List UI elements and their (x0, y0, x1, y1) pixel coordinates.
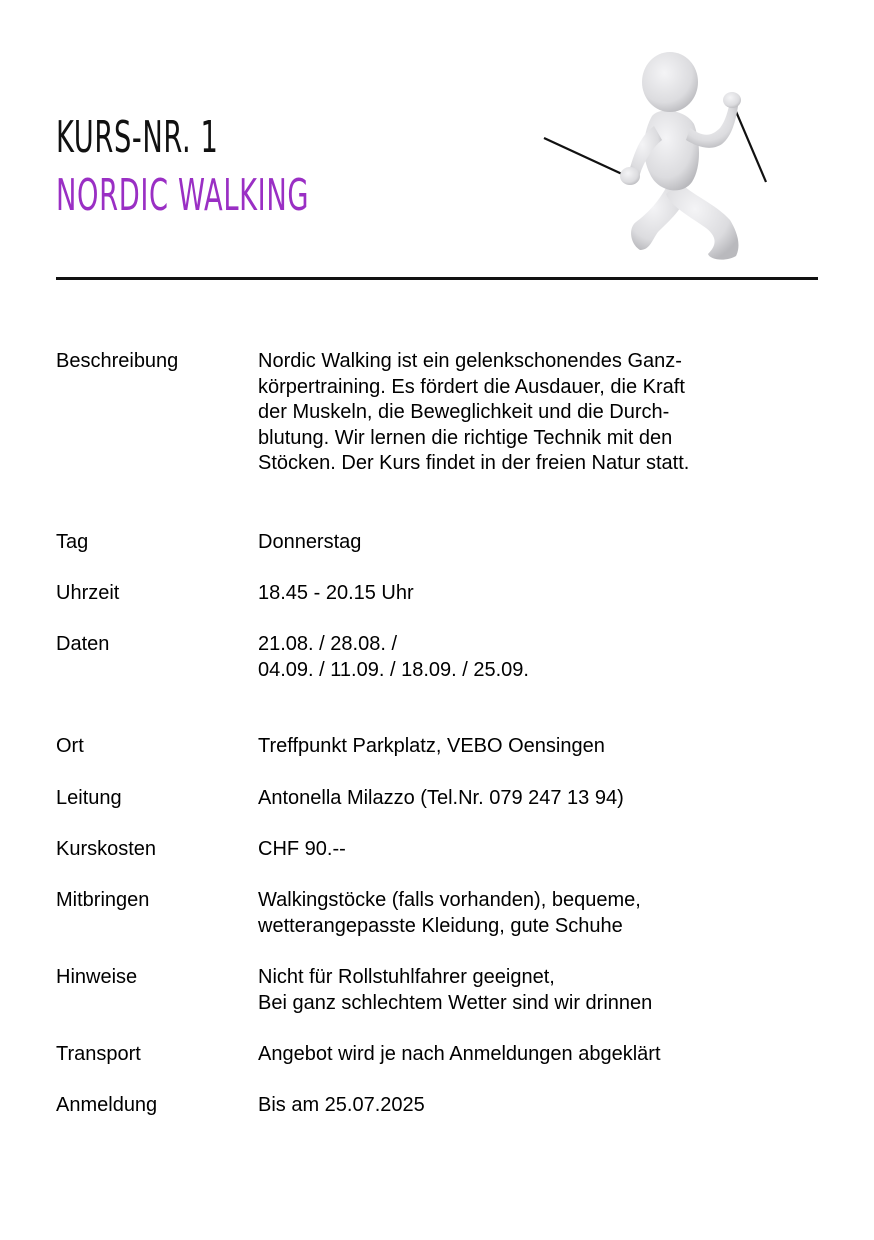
location-value: Treffpunkt Parkplatz, VEBO Oensingen (258, 735, 605, 757)
day-value: Donnerstag (258, 531, 362, 553)
cost-value: CHF 90.-- (258, 838, 346, 860)
description-line: körpertraining. Es fördert die Ausdauer, die Kraft (258, 375, 685, 398)
registration-value: Bis am 25.07.2025 (258, 1094, 425, 1116)
dates-line: 04.09. / 11.09. / 18.09. / 25.09. (258, 658, 529, 681)
instructor-value: Antonella Milazzo (Tel.Nr. 079 247 13 94) (258, 787, 624, 809)
transport-value: Angebot wird je nach Anmeldungen abgeklärt (258, 1043, 661, 1065)
header-divider (56, 277, 818, 280)
instructor-label: Leitung (56, 787, 122, 809)
bring-label: Mitbringen (56, 889, 150, 911)
day-label: Tag (56, 531, 89, 553)
description-value (258, 349, 778, 477)
dates-label: Daten (56, 633, 110, 655)
dates-line: 21.08. / 28.08. / (258, 633, 397, 655)
time-label: Uhrzeit (56, 582, 120, 604)
description-label: Beschreibung (56, 350, 179, 372)
location-label: Ort (56, 735, 84, 757)
time-value: 18.45 - 20.15 Uhr (258, 582, 414, 604)
registration-label: Anmeldung (56, 1094, 158, 1116)
notes-value (258, 965, 778, 1016)
course-number-heading: KURS-NR. 1 (56, 112, 219, 163)
nordic-walker-figure-icon (540, 44, 776, 266)
bring-line: wetterangepasste Kleidung, gute Schuhe (258, 914, 623, 937)
dates-value (258, 632, 778, 683)
description-line: der Muskeln, die Beweglichkeit und die Durch- (258, 401, 670, 423)
description-line: blutung. Wir lernen die richtige Technik mit den (258, 426, 673, 449)
transport-label: Transport (56, 1043, 141, 1065)
course-name-heading: NORDIC WALKING (56, 170, 310, 221)
notes-line: Bei ganz schlechtem Wetter sind wir drinnen (258, 991, 653, 1014)
bring-value (258, 888, 778, 939)
description-line: Nordic Walking ist ein gelenkschonendes Ganz- (258, 350, 682, 372)
notes-label: Hinweise (56, 966, 138, 988)
notes-line: Nicht für Rollstuhlfahrer geeignet, (258, 966, 555, 988)
cost-label: Kurskosten (56, 838, 157, 860)
bring-line: Walkingstöcke (falls vorhanden), bequeme, (258, 889, 641, 911)
description-line: Stöcken. Der Kurs findet in der freien Natur statt. (258, 452, 690, 474)
